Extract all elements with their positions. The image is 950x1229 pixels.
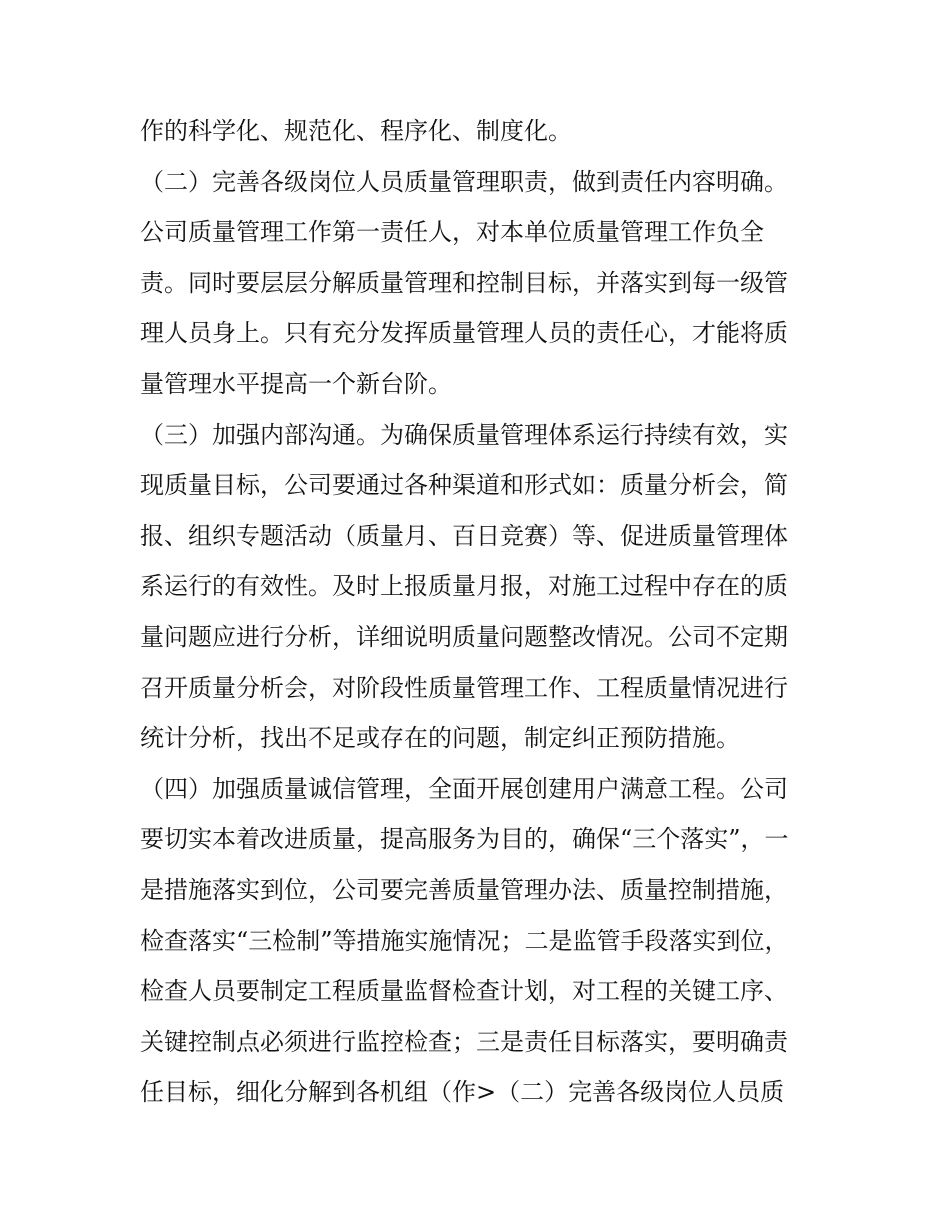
text-line: 任目标，细化分解到各机组（作>（二）完善各级岗位人员质 <box>140 1078 785 1107</box>
text-line: 量管理水平提高一个新台阶。 <box>140 369 452 398</box>
text-line: （四）加强质量诚信管理，全面开展创建用户满意工程。公司 <box>140 774 788 803</box>
text-line: 检查人员要制定工程质量监督检查计划，对工程的关键工序、 <box>140 977 788 1006</box>
text-line: 要切实本着改进质量，提高服务为目的，确保“三个落实”，一 <box>140 825 789 854</box>
text-line: 是措施落实到位，公司要完善质量管理办法、质量控制措施， <box>140 875 788 904</box>
text-line: 统计分析，找出不足或存在的问题，制定纠正预防措施。 <box>140 724 740 753</box>
text-line: 量问题应进行分析，详细说明质量问题整改情况。公司不定期 <box>140 622 788 651</box>
text-line: 现质量目标，公司要通过各种渠道和形式如：质量分析会，简 <box>140 471 788 500</box>
text-line: 报、组织专题活动（质量月、百日竞赛）等、促进质量管理体 <box>140 521 788 550</box>
text-line: 理人员身上。只有充分发挥质量管理人员的责任心，才能将质 <box>140 319 788 348</box>
text-line: 公司质量管理工作第一责任人，对本单位质量管理工作负全 <box>140 218 764 247</box>
text-line: 召开质量分析会，对阶段性质量管理工作、工程质量情况进行 <box>140 673 788 702</box>
text-line: 责。同时要层层分解质量管理和控制目标，并落实到每一级管 <box>140 268 788 297</box>
document-body <box>140 106 820 1118</box>
text-line: （三）加强内部沟通。为确保质量管理体系运行持续有效，实 <box>140 420 788 449</box>
text-line: 检查落实“三检制”等措施实施情况；二是监管手段落实到位， <box>140 926 789 955</box>
text-line: 作的科学化、规范化、程序化、制度化。 <box>140 117 572 145</box>
text-line: 关键控制点必须进行监控检查；三是责任目标落实，要明确责 <box>140 1027 788 1056</box>
text-line: （二）完善各级岗位人员质量管理职责，做到责任内容明确。 <box>140 167 788 196</box>
text-line: 系运行的有效性。及时上报质量月报，对施工过程中存在的质 <box>140 572 788 601</box>
